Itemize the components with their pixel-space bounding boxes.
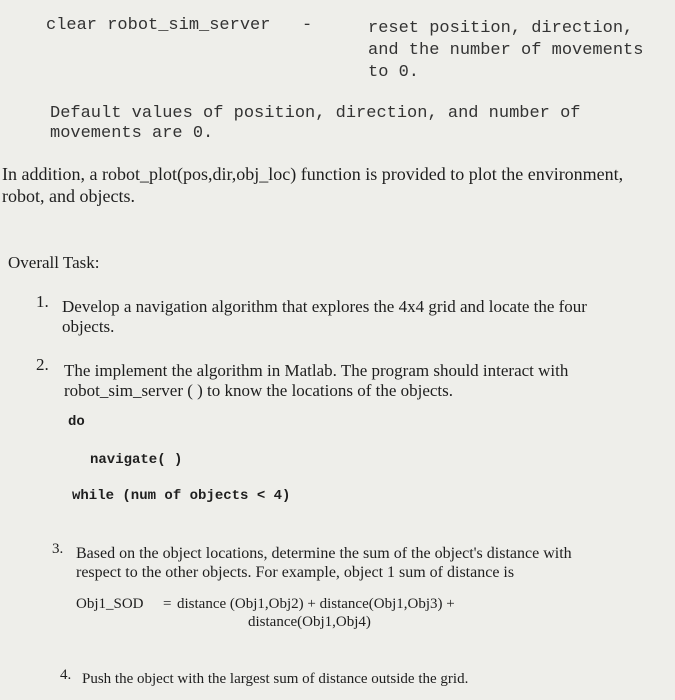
task-line: respect to the other objects. For example, object 1 sum of distance is: [76, 564, 515, 581]
description-line: reset position, direction,: [368, 19, 634, 38]
command-text: clear robot_sim_server: [46, 16, 271, 35]
task-line: Develop a navigation algorithm that explores the 4x4 grid and locate the four: [62, 297, 587, 316]
description-line: and the number of movements: [368, 41, 644, 60]
overall-task-heading: Overall Task:: [8, 253, 100, 272]
command-dash: -: [302, 16, 313, 35]
task-line: Push the object with the largest sum of distance outside the grid.: [82, 671, 469, 687]
task-text: [62, 297, 587, 337]
description-line: to 0.: [368, 63, 420, 82]
defaults-line: Default values of position, direction, and number of: [50, 104, 581, 123]
task-text: [82, 669, 468, 689]
plot-paragraph-line: In addition, a robot_plot(pos,dir,obj_loc) function is provided to plot the environment,: [2, 164, 624, 184]
task-number: 3.: [52, 541, 64, 557]
task-number: 4.: [60, 667, 72, 683]
task-text: [76, 544, 572, 582]
sod-formula-line: distance (Obj1,Obj2) + distance(Obj1,Obj3) +: [177, 596, 455, 612]
defaults-note: [50, 104, 581, 144]
task-line: objects.: [62, 317, 115, 336]
task-line: Based on the object locations, determine the sum of the object's distance with: [76, 545, 572, 562]
task-line: The implement the algorithm in Matlab. The program should interact with: [64, 361, 569, 380]
code-do: do: [68, 414, 85, 430]
plot-paragraph-line: robot, and objects.: [2, 186, 135, 206]
task-number: 1.: [36, 292, 49, 311]
task-text: [64, 361, 568, 401]
sod-formula-line: distance(Obj1,Obj4): [248, 614, 371, 630]
task-line: robot_sim_server ( ) to know the locations of the objects.: [64, 381, 454, 400]
task-number: 2.: [36, 355, 49, 374]
sod-equals: =: [163, 596, 172, 612]
command-description: [368, 18, 643, 84]
plot-paragraph: [2, 163, 672, 207]
code-navigate: navigate( ): [90, 452, 183, 468]
defaults-line: movements are 0.: [50, 124, 214, 143]
sod-label: Obj1_SOD: [76, 596, 144, 612]
code-while: while (num of objects < 4): [72, 488, 291, 504]
